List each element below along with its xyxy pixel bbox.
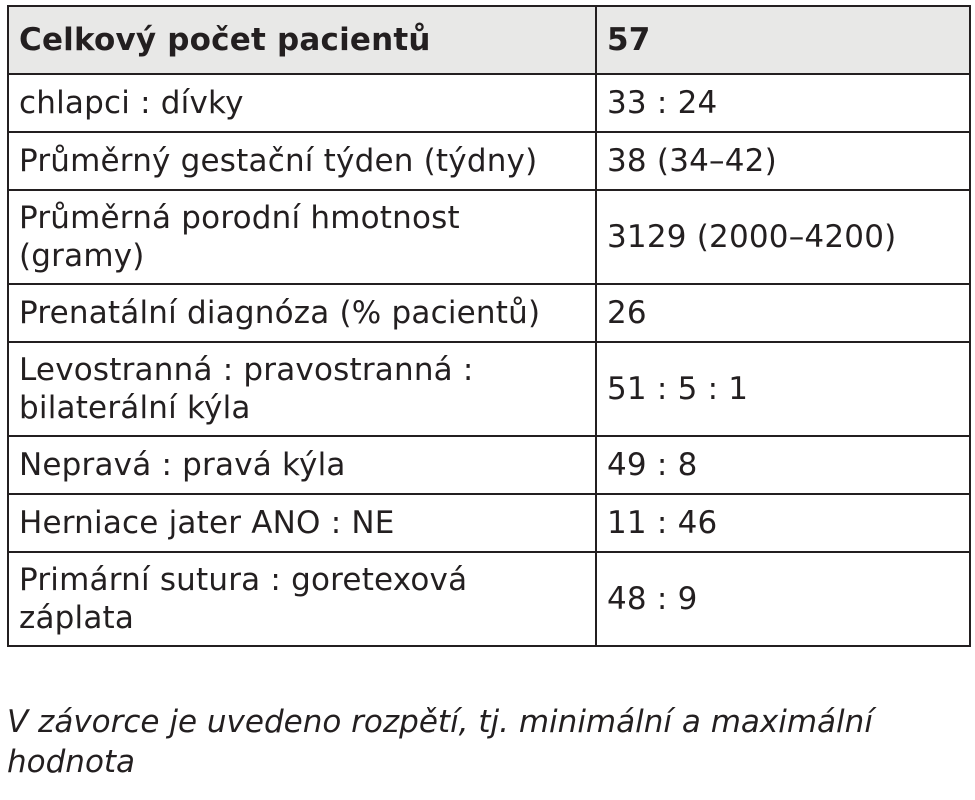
table-row	[8, 74, 970, 132]
table-caption: V závorce je uvedeno rozpětí, tj. minimální a maximální hodnota	[7, 704, 873, 780]
row-value: 48 : 9	[596, 552, 970, 646]
row-value: 3129 (2000–4200)	[596, 190, 970, 284]
header-label: Celkový počet pacientů	[8, 6, 596, 74]
patient-summary-table-container	[7, 5, 969, 647]
table-row	[8, 190, 970, 284]
table-row	[8, 436, 970, 494]
row-value: 51 : 5 : 1	[596, 342, 970, 436]
table-row	[8, 552, 970, 646]
row-label: Nepravá : pravá kýla	[8, 436, 596, 494]
table-row	[8, 342, 970, 436]
header-value: 57	[596, 6, 970, 74]
row-value: 49 : 8	[596, 436, 970, 494]
row-label: Prenatální diagnóza (% pacientů)	[8, 284, 596, 342]
row-value: 38 (34–42)	[596, 132, 970, 190]
row-value: 26	[596, 284, 970, 342]
patient-summary-table	[7, 5, 971, 647]
row-label: Průměrný gestační týden (týdny)	[8, 132, 596, 190]
row-value: 33 : 24	[596, 74, 970, 132]
table-row	[8, 284, 970, 342]
row-label: Primární sutura : goretexová záplata	[8, 552, 596, 646]
row-label: chlapci : dívky	[8, 74, 596, 132]
row-label: Herniace jater ANO : NE	[8, 494, 596, 552]
row-value: 11 : 46	[596, 494, 970, 552]
row-label: Levostranná : pravostranná : bilaterální kýla	[8, 342, 596, 436]
table-header-row	[8, 6, 970, 74]
row-label: Průměrná porodní hmotnost (gramy)	[8, 190, 596, 284]
table-row	[8, 494, 970, 552]
table-row	[8, 132, 970, 190]
